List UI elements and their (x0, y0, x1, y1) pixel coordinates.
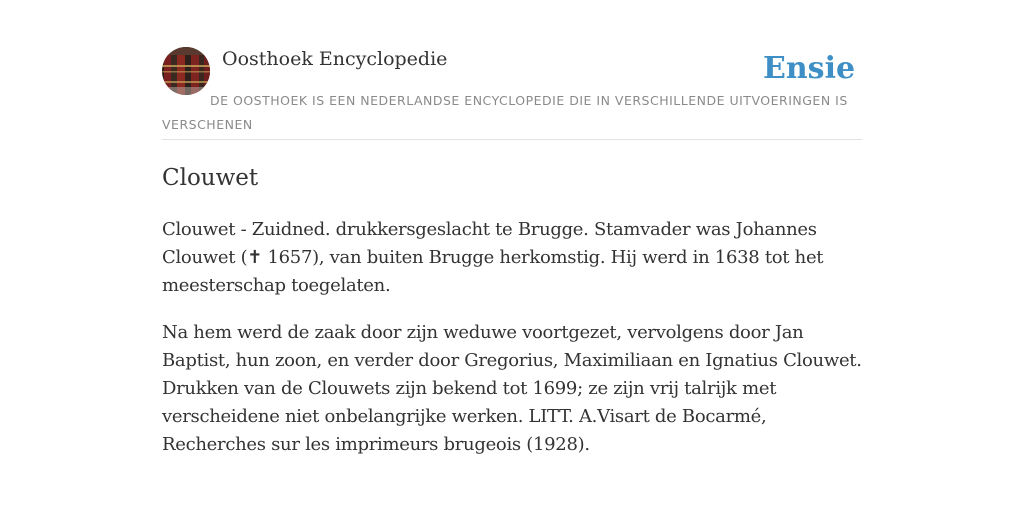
article-paragraph: Na hem werd de zaak door zijn weduwe voortgezet, vervolgens door Jan Baptist, hun zoon, en verder door Gregorius, Maximiliaan en Ignatius Clouwet. Drukken van de Clouwets zijn bekend tot 1699; ze zijn vrij talrijk met verscheidene niet onbelangrijke werken. LITT. A.Visart de Bocarmé, Recherches sur les imprimeurs brugeois (1928). (162, 322, 862, 455)
site-tagline: DE OOSTHOEK IS EEN NEDERLANDSE ENCYCLOPEDIE DIE IN VERSCHILLENDE UITVOERINGEN IS VERSCHENEN (162, 93, 848, 132)
article-paragraph: Clouwet - Zuidned. drukkersgeslacht te Brugge. Stamvader was Johannes Clouwet (✝ 1657), van buiten Brugge herkomstig. Hij werd in 1638 tot het meesterschap toegelaten. (162, 219, 824, 296)
book-spines-icon (162, 47, 210, 95)
site-avatar[interactable] (162, 47, 210, 95)
header-divider (162, 139, 862, 140)
article-body (162, 216, 864, 478)
brand-logo[interactable]: Ensie (763, 51, 856, 86)
article-title: Clouwet (162, 165, 259, 191)
site-title[interactable]: Oosthoek Encyclopedie (222, 48, 448, 70)
